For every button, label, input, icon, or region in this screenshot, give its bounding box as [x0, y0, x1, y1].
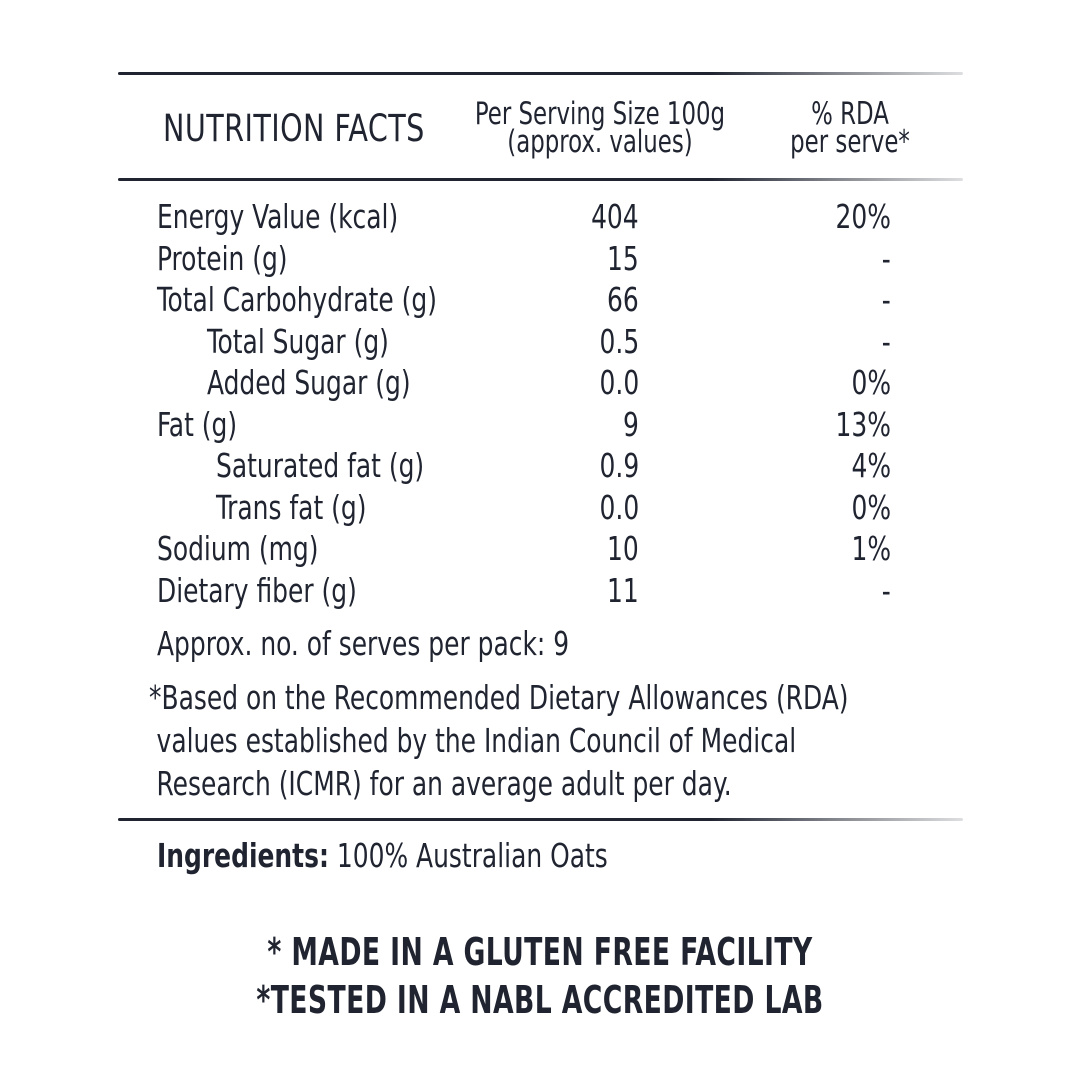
nutrient-rda: 1% — [851, 529, 891, 568]
serves-per-pack: Approx. no. of serves per pack: 9 — [157, 624, 570, 663]
gluten-free-claim: * MADE IN A GLUTEN FREE FACILITY — [267, 930, 813, 974]
nutrient-value: 11 — [607, 570, 639, 610]
table-row — [0, 404, 1080, 446]
nutrient-name: Sodium (mg) — [157, 529, 319, 568]
nabl-lab-claim: *TESTED IN A NABL ACCREDITED LAB — [256, 978, 824, 1022]
approx-values-label: (approx. values) — [507, 124, 693, 160]
nutrient-value: 0.9 — [599, 446, 639, 485]
nutrient-name: Total Sugar (g) — [207, 321, 389, 361]
product-claims — [0, 928, 1080, 1024]
nutrient-name: Total Carbohydrate (g) — [157, 280, 437, 319]
serving-size-column-header — [469, 96, 731, 160]
table-row — [0, 528, 1080, 570]
footnote-line: values established by the Indian Council of Medical — [156, 721, 797, 760]
nutrient-value: 0.0 — [599, 487, 639, 527]
nutrient-name: Saturated fat (g) — [216, 446, 425, 485]
nutrient-value: 9 — [623, 404, 639, 444]
serving-size-label: Per Serving Size 100g — [474, 96, 726, 132]
nutrient-value: 0.0 — [599, 363, 639, 402]
nutrient-value: 10 — [607, 529, 639, 568]
nutrient-name: Energy Value (kcal) — [157, 197, 399, 236]
nutrient-value: 404 — [591, 197, 639, 236]
table-row — [0, 321, 1080, 363]
top-divider — [118, 72, 963, 75]
footnote-line: *Based on the Recommended Dietary Allowances (RDA) — [149, 678, 849, 717]
table-row — [0, 196, 1080, 238]
nutrient-name: Fat (g) — [157, 404, 238, 444]
ingredients-line — [157, 836, 608, 875]
nutrient-rda: - — [881, 238, 891, 278]
nutrient-value: 15 — [607, 238, 639, 278]
table-row — [0, 487, 1080, 529]
nutrient-rda: - — [881, 321, 891, 361]
nutrient-rda: 20% — [835, 197, 891, 236]
table-row — [0, 238, 1080, 280]
per-serve-label: per serve* — [790, 124, 910, 160]
nutrient-name: Added Sugar (g) — [207, 363, 411, 402]
table-row — [0, 279, 1080, 321]
footer-divider — [118, 818, 963, 821]
nutrient-rda: 4% — [851, 446, 891, 485]
nutrient-rda: 0% — [851, 363, 891, 402]
nutrient-name: Dietary fiber (g) — [157, 570, 357, 610]
rda-footnote — [149, 676, 849, 805]
ingredients-value: 100% Australian Oats — [336, 836, 608, 875]
table-row — [0, 445, 1080, 487]
nutrition-table — [0, 196, 1080, 611]
nutrient-rda: - — [881, 280, 891, 319]
nutrient-rda: 13% — [835, 404, 891, 444]
nutrient-rda: - — [881, 570, 891, 610]
footnote-line: Research (ICMR) for an average adult per day. — [156, 764, 732, 803]
rda-column-header — [768, 96, 932, 160]
table-row — [0, 570, 1080, 612]
nutrient-rda: 0% — [851, 487, 891, 527]
nutrient-name: Protein (g) — [157, 238, 288, 278]
rda-label: % RDA — [811, 96, 889, 132]
table-row — [0, 362, 1080, 404]
nutrient-name: Trans fat (g) — [216, 487, 367, 527]
ingredients-label: Ingredients: — [157, 836, 329, 875]
nutrient-value: 66 — [607, 280, 639, 319]
header-divider — [118, 178, 963, 181]
nutrient-value: 0.5 — [599, 321, 639, 361]
nutrition-facts-heading: NUTRITION FACTS — [163, 107, 425, 150]
